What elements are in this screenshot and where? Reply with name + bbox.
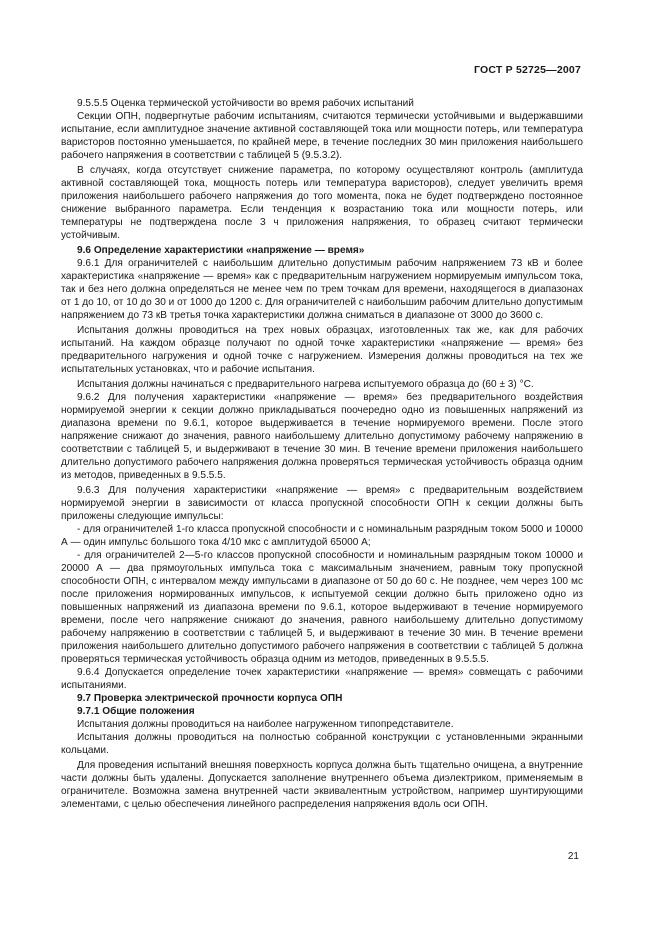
section-heading: 9.7 Проверка электрической прочности корпуса ОПН: [77, 693, 343, 704]
paragraph: В случаях, когда отсутствует снижение параметра, по которому осуществляют контроль (амплитуда активной составляющей тока, мощность потерь или температура варисторов), следует увеличить время приложения наибольшего рабочего напряжения до того момента, пока не будет подтверждено постоянное снижение выбранного параметра. Если тенденция к возрастанию тока или мощности потерь, или температуры не подтверждена после 3 ч приложения напряжения, то образец считают термически устойчивым.: [61, 165, 583, 241]
section-heading: 9.6 Определение характеристики «напряжение — время»: [77, 245, 365, 256]
paragraph: Испытания должны проводиться на наиболее нагруженном типопредставителе.: [77, 719, 454, 730]
list-item: - для ограничителей 2—5-го классов пропускной способности и номинальным разрядным током 10000 и 20000 А — два прямоугольных импульса тока с максимальным значением, равным току пропускной способности ОПН, с интервалом между импульсами в диапазоне от 50 до 60 с. Не позднее, чем через 100 мс после приложения нормированных импульсов, к испытуемой секции должно быть приложено одно из повышенных напряжений из диапазона времени по 9.6.1, которое выдерживают в течение нормируемого времени, после чего напряжение снижают до значения, равного наибольшему длительно допустимому рабочему напряжению в соответствии с таблицей 5, и выдерживают в течение 30 мин. В течение времени приложения наибольшего длительно допустимого рабочего напряжения в соответствии с таблицей 5 должна проверяться термическая устойчивость образца одним из методов, приведенных в 9.5.5.5.: [61, 550, 583, 665]
list-item: - для ограничителей 1-го класса пропускной способности и с номинальным разрядным током 5000 и 10000 А — один импульс большого тока 4/10 мкс с амплитудой 65000 А;: [61, 524, 583, 548]
paragraph: 9.6.1 Для ограничителей с наибольшим длительно допустимым рабочим напряжением 73 кВ и более характеристика «напряжение — время» как с предварительным нагружением нормируемым импульсом тока, так и без него должна определяться не менее чем по трем точкам для времени, находящегося в диапазонах от 1 до 10, от 10 до 30 и от 1000 до 1200 с. Для ограничителей с наибольшим рабочим длительно допустимым напряжением до 73 кВ третья точка характеристики должна сниматься в диапазоне от 3000 до 3600 с.: [61, 258, 583, 321]
paragraph: 9.6.3 Для получения характеристики «напряжение — время» с предварительным воздействием нормируемой энергии в зависимости от класса пропускной способности ОПН к секции должны быть приложены следующие импульсы:: [61, 485, 583, 522]
paragraph: Испытания должны проводиться на трех новых образцах, изготовленных так же, как для рабочих испытаний. На каждом образце получают по одной точке характеристики «напряжение — время» без предварительного нагружения и одной точке с нагружением. Измерения должны проводиться на тех же испытательных установках, что и рабочие испытания.: [61, 325, 583, 375]
paragraph: Секции ОПН, подвергнутые рабочим испытаниям, считаются термически устойчивыми и выдержавшими испытание, если амплитудное значение активной составляющей тока или мощности потерь, или температура варисторов постоянно уменьшается, по крайней мере, в течение последних 30 мин приложения наибольшего рабочего напряжения в соответствии с таблицей 5 (9.5.3.2).: [61, 111, 583, 161]
paragraph: Испытания должны проводиться на полностью собранной конструкции с установленными экранными кольцами.: [61, 732, 583, 756]
document-header: ГОСТ Р 52725—2007: [473, 64, 581, 76]
page-number: 21: [567, 851, 579, 862]
paragraph: 9.5.5.5 Оценка термической устойчивости во время рабочих испытаний: [77, 98, 414, 109]
subsection-heading: 9.7.1 Общие положения: [77, 706, 195, 717]
paragraph: Для проведения испытаний внешняя поверхность корпуса должна быть тщательно очищена, а внутренние части должны быть удалены. Допускается заполнение внутреннего объема диэлектриком, применяемым в ограничителе. Возможна замена внутренней части эквивалентным устройством, например шунтирующими элементами, с целью обеспечения линейного распределения напряжения вдоль оси ОПН.: [61, 760, 583, 810]
paragraph: 9.6.2 Для получения характеристики «напряжение — время» без предварительного воздействия нормируемой энергии к секции должно прикладываться поочередно одно из повышенных напряжений из диапазона времени по 9.6.1, которое выдерживается в течение нормируемого времени. После этого напряжение снижают до значения, равного наибольшему длительно допустимому рабочему напряжению в соответствии с таблицей 5, и выдерживают в течение 30 мин. В течение времени приложения наибольшего длительно допустимого рабочего напряжения должна проверяться термическая устойчивость образца одним из методов, приведенных в 9.5.5.5.: [61, 392, 583, 481]
document-body: [61, 97, 583, 811]
paragraph: 9.6.4 Допускается определение точек характеристики «напряжение — время» совмещать с рабочими испытаниями.: [61, 667, 583, 691]
paragraph: Испытания должны начинаться с предварительного нагрева испытуемого образца до (60 ± 3) °С.: [77, 379, 534, 390]
